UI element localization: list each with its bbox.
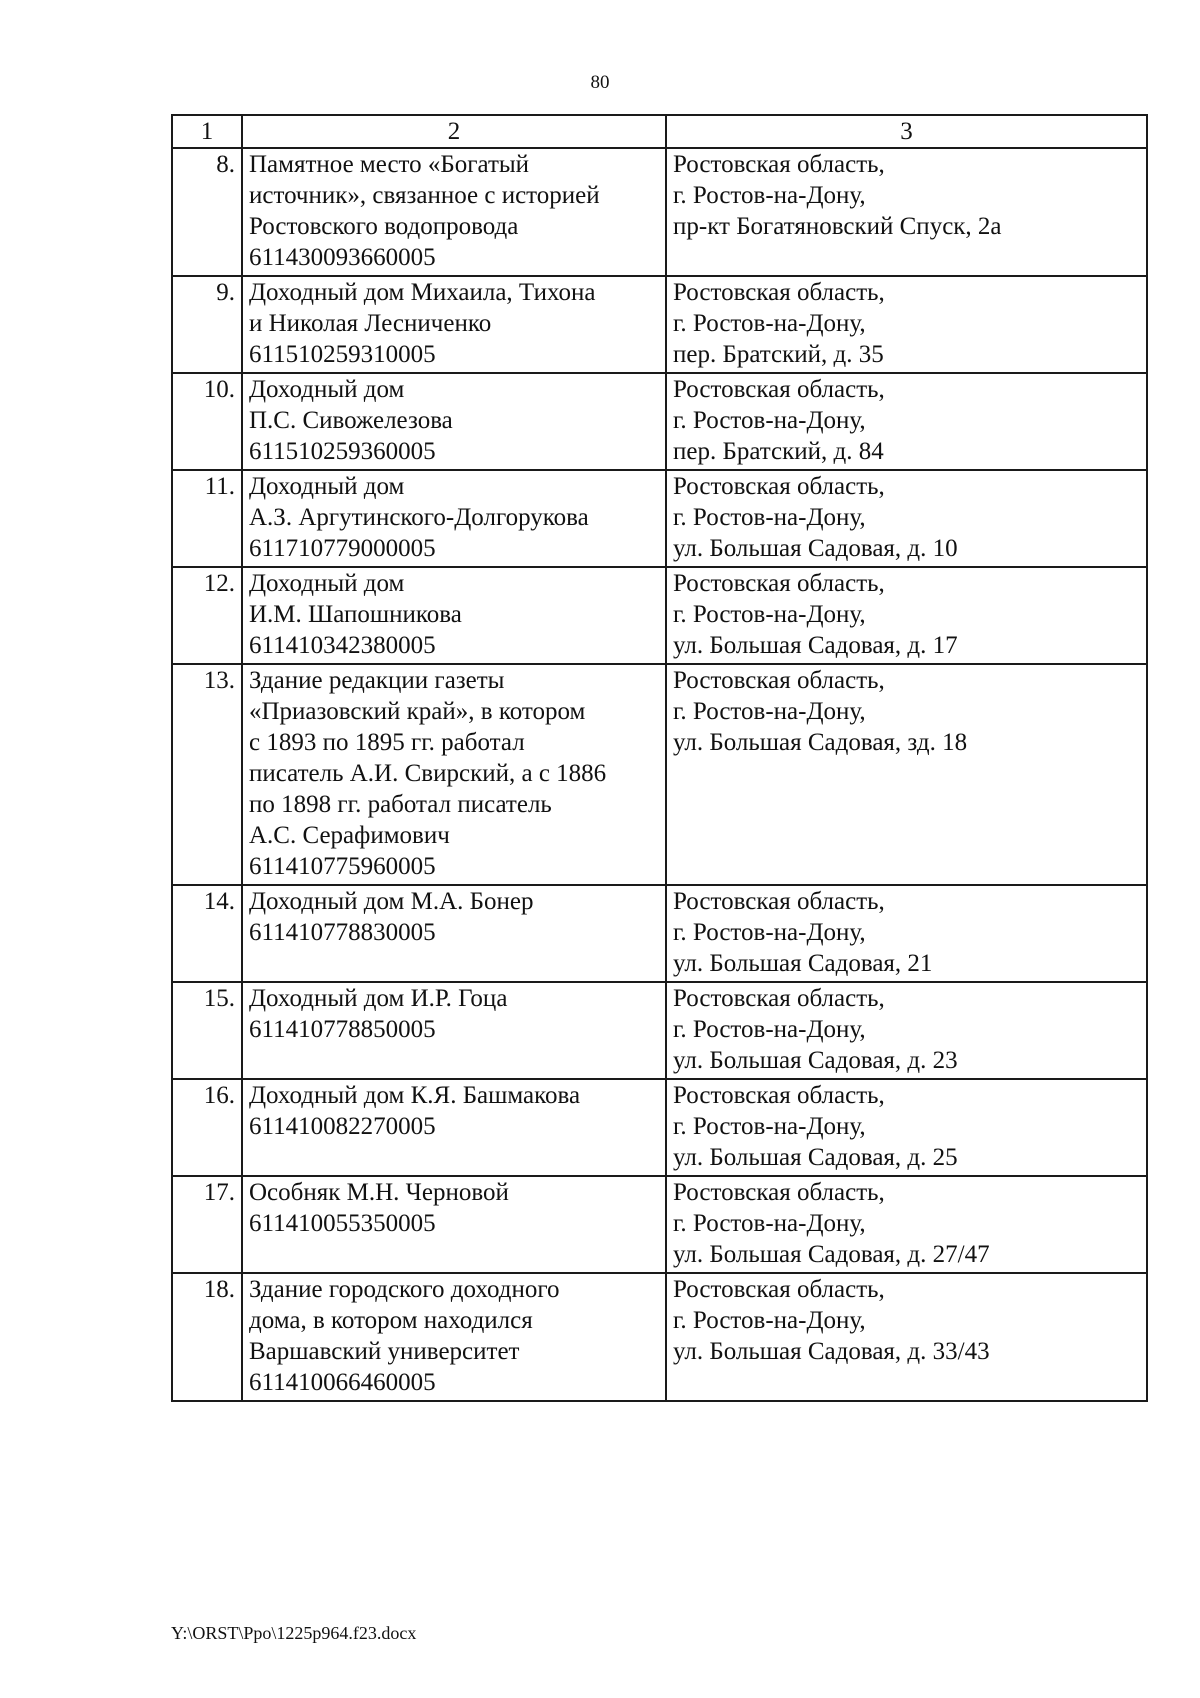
row-number: 8. xyxy=(172,148,242,276)
table-row xyxy=(172,470,1147,567)
row-number: 16. xyxy=(172,1079,242,1176)
page-number: 80 xyxy=(590,72,610,93)
column-header-address: 3 xyxy=(666,115,1147,148)
object-address: Ростовская область, г. Ростов-на-Дону, ул. Большая Садовая, д. 23 xyxy=(666,982,1147,1079)
object-address: Ростовская область, г. Ростов-на-Дону, ул. Большая Садовая, д. 17 xyxy=(666,567,1147,664)
object-name: Доходный дом А.З. Аргутинского-Долгорукова 611710779000005 xyxy=(242,470,666,567)
object-name: Доходный дом Михаила, Тихона и Николая Лесниченко 611510259310005 xyxy=(242,276,666,373)
object-address: Ростовская область, г. Ростов-на-Дону, ул. Большая Садовая, д. 10 xyxy=(666,470,1147,567)
row-number: 9. xyxy=(172,276,242,373)
document-file-path: Y:\ORST\Ppo\1225p964.f23.docx xyxy=(171,1623,417,1643)
object-name: Доходный дом К.Я. Башмакова 611410082270005 xyxy=(242,1079,666,1176)
table-row xyxy=(172,1273,1147,1401)
object-address: Ростовская область, г. Ростов-на-Дону, ул. Большая Садовая, 21 xyxy=(666,885,1147,982)
row-number: 10. xyxy=(172,373,242,470)
object-name: Доходный дом М.А. Бонер 611410778830005 xyxy=(242,885,666,982)
object-address: Ростовская область, г. Ростов-на-Дону, пер. Братский, д. 84 xyxy=(666,373,1147,470)
object-name: Доходный дом И.Р. Гоца 611410778850005 xyxy=(242,982,666,1079)
object-address: Ростовская область, г. Ростов-на-Дону, ул. Большая Садовая, д. 33/43 xyxy=(666,1273,1147,1401)
object-address: Ростовская область, г. Ростов-на-Дону, пер. Братский, д. 35 xyxy=(666,276,1147,373)
row-number: 17. xyxy=(172,1176,242,1273)
table-row xyxy=(172,982,1147,1079)
table-row xyxy=(172,885,1147,982)
heritage-objects-table xyxy=(171,114,1148,1402)
table-header-row xyxy=(172,115,1147,148)
object-name: Доходный дом П.С. Сивожелезова 611510259360005 xyxy=(242,373,666,470)
row-number: 11. xyxy=(172,470,242,567)
object-address: Ростовская область, г. Ростов-на-Дону, ул. Большая Садовая, зд. 18 xyxy=(666,664,1147,885)
object-address: Ростовская область, г. Ростов-на-Дону, ул. Большая Садовая, д. 25 xyxy=(666,1079,1147,1176)
row-number: 14. xyxy=(172,885,242,982)
table-row xyxy=(172,276,1147,373)
table-row xyxy=(172,148,1147,276)
row-number: 18. xyxy=(172,1273,242,1401)
object-address: Ростовская область, г. Ростов-на-Дону, ул. Большая Садовая, д. 27/47 xyxy=(666,1176,1147,1273)
table-row xyxy=(172,1176,1147,1273)
table-row xyxy=(172,664,1147,885)
object-name: Доходный дом И.М. Шапошникова 611410342380005 xyxy=(242,567,666,664)
object-name: Особняк М.Н. Черновой 611410055350005 xyxy=(242,1176,666,1273)
table-row xyxy=(172,373,1147,470)
column-header-name: 2 xyxy=(242,115,666,148)
table-row xyxy=(172,1079,1147,1176)
row-number: 13. xyxy=(172,664,242,885)
object-name: Здание редакции газеты «Приазовский край», в котором с 1893 по 1895 гг. работал писатель А.И. Свирский, а с 1886 по 1898 гг. работал писатель А.С. Серафимович 611410775960005 xyxy=(242,664,666,885)
object-address: Ростовская область, г. Ростов-на-Дону, пр-кт Богатяновский Спуск, 2а xyxy=(666,148,1147,276)
column-header-number: 1 xyxy=(172,115,242,148)
row-number: 15. xyxy=(172,982,242,1079)
object-name: Памятное место «Богатый источник», связанное с историей Ростовского водопровода 611430093660005 xyxy=(242,148,666,276)
object-name: Здание городского доходного дома, в котором находился Варшавский университет 611410066460005 xyxy=(242,1273,666,1401)
table-row xyxy=(172,567,1147,664)
row-number: 12. xyxy=(172,567,242,664)
